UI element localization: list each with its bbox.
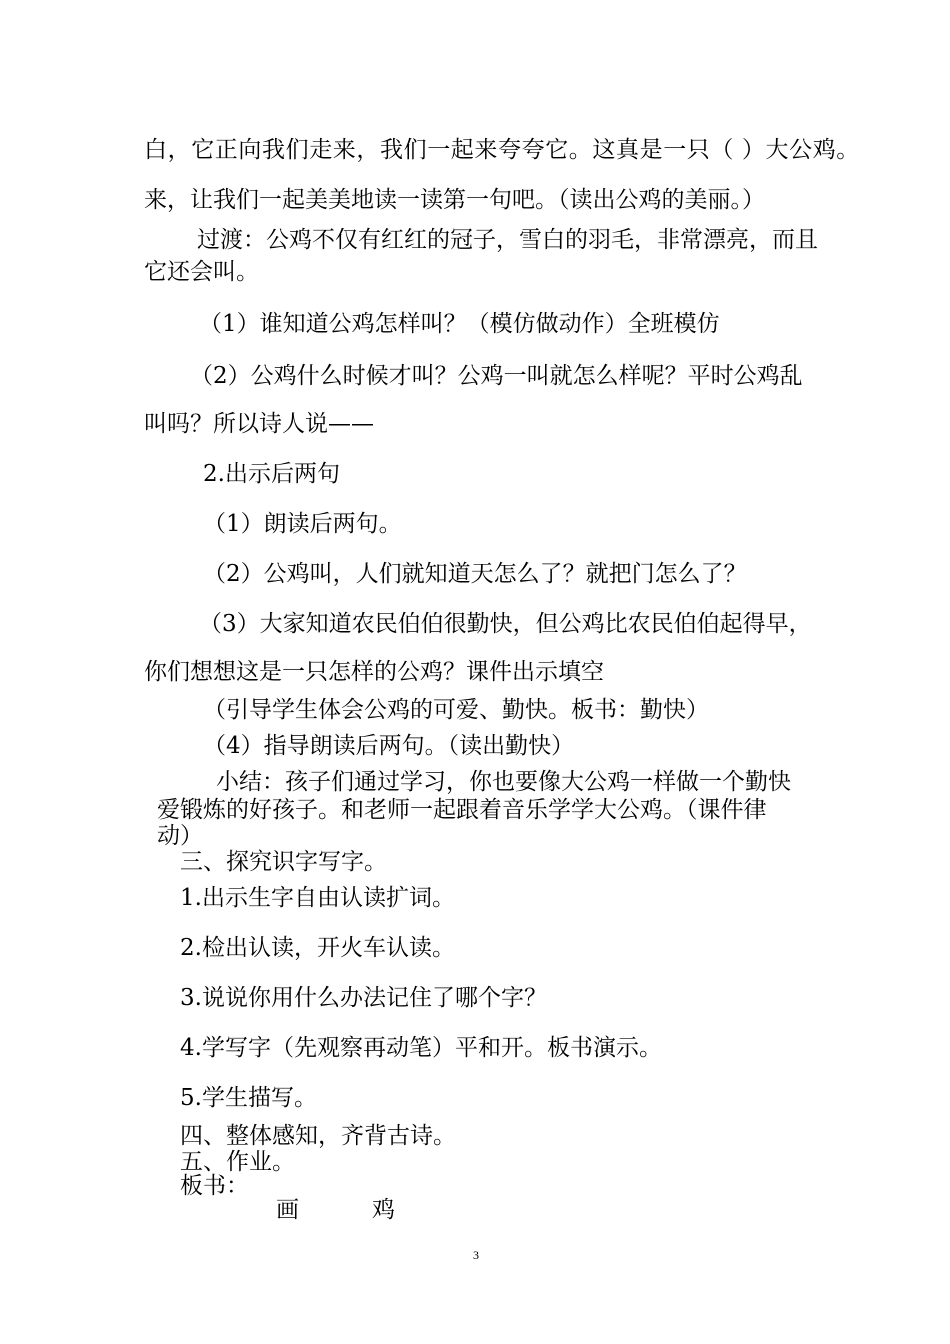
text-line-1: 白，它正向我们走来，我们一起来夸夸它。这真是一只（ ）大公鸡。	[144, 137, 860, 163]
text-line-16: 爱锻炼的好孩子。和老师一起跟着音乐学学大公鸡。（课件律	[157, 797, 767, 823]
section-heading-4: 四、整体感知，齐背古诗。	[180, 1123, 456, 1149]
page-number: 3	[473, 1248, 479, 1262]
text-line-14: （4）指导朗读后两句。（读出勤快）	[203, 733, 575, 759]
board-word-1: 画	[276, 1197, 299, 1223]
text-line-12: 你们想想这是一只怎样的公鸡？课件出示填空	[144, 659, 604, 685]
board-word-2: 鸡	[372, 1197, 395, 1223]
text-line-6: （2）公鸡什么时候才叫？公鸡一叫就怎么样呢？平时公鸡乱	[190, 363, 803, 389]
text-line-8: 2.出示后两句	[203, 461, 340, 487]
text-line-15: 小结：孩子们通过学习，你也要像大公鸡一样做一个勤快	[216, 769, 791, 795]
text-line-23: 5.学生描写。	[180, 1085, 317, 1111]
text-line-10: （2）公鸡叫，人们就知道天怎么了？就把门怎么了？	[203, 561, 747, 587]
text-line-4: 它还会叫。	[144, 259, 259, 285]
text-line-7: 叫吗？所以诗人说——	[144, 411, 374, 437]
text-line-11: （3）大家知道农民伯伯很勤快，但公鸡比农民伯伯起得早，	[199, 611, 812, 637]
text-line-3: 过渡：公鸡不仅有红红的冠子，雪白的羽毛，非常漂亮，而且	[197, 227, 818, 253]
section-heading-5: 五、作业。	[180, 1149, 295, 1175]
text-line-9: （1）朗读后两句。	[203, 511, 402, 537]
text-line-13: （引导学生体会公鸡的可爱、勤快。板书：勤快）	[203, 697, 709, 723]
board-label: 板书：	[180, 1173, 249, 1199]
text-line-20: 2.检出认读，开火车认读。	[180, 935, 455, 961]
text-line-21: 3.说说你用什么办法记住了哪个字？	[180, 985, 547, 1011]
text-line-17: 动）	[157, 823, 203, 849]
section-heading-3: 三、探究识字写字。	[180, 849, 387, 875]
text-line-22: 4.学写字（先观察再动笔）平和开。板书演示。	[180, 1035, 662, 1061]
text-line-2: 来，让我们一起美美地读一读第一句吧。（读出公鸡的美丽。）	[144, 187, 765, 213]
text-line-5: （1）谁知道公鸡怎样叫？（模仿做动作）全班模仿	[199, 311, 720, 337]
text-line-19: 1.出示生字自由认读扩词。	[180, 885, 455, 911]
